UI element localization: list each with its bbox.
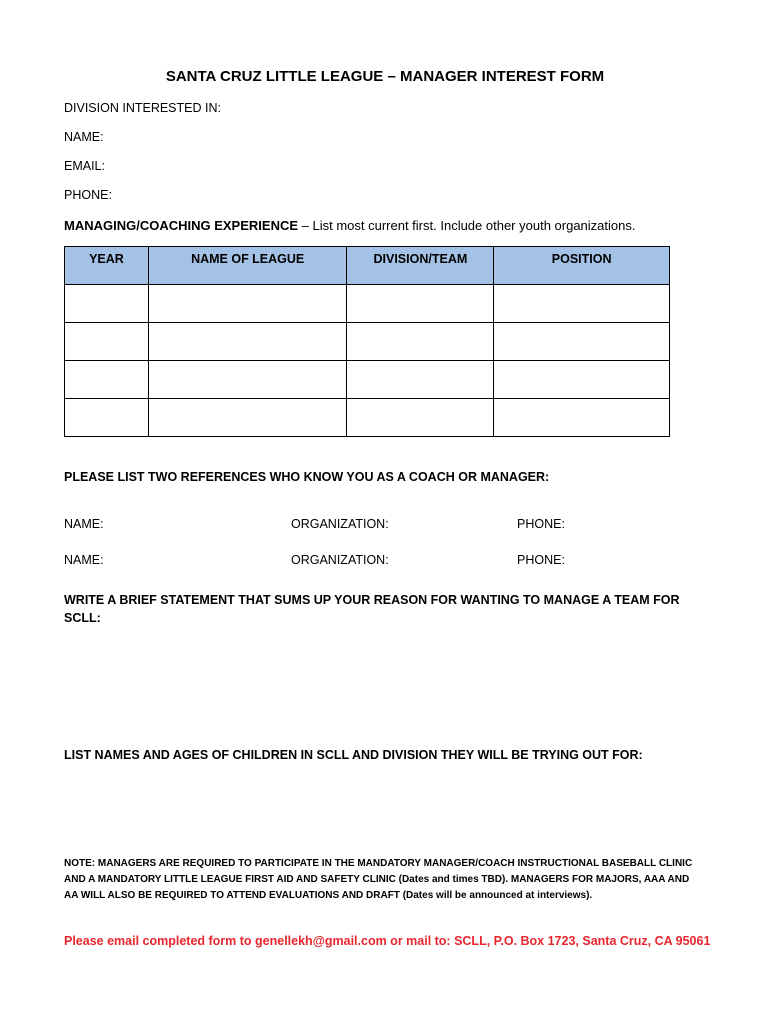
table-cell[interactable]: [347, 285, 494, 323]
table-cell[interactable]: [347, 323, 494, 361]
table-cell[interactable]: [148, 323, 347, 361]
table-row: [65, 323, 670, 361]
email-field-label[interactable]: EMAIL:: [64, 159, 105, 173]
experience-table: [64, 246, 670, 437]
mail-instruction: Please email completed form to genellekh@gmail.com or mail to: SCLL, P.O. Box 1723, Santa Cruz, CA 95061: [64, 934, 711, 948]
experience-heading: [64, 218, 635, 233]
managers-note: NOTE: MANAGERS ARE REQUIRED TO PARTICIPATE IN THE MANDATORY MANAGER/COACH INSTRUCTIONAL BASEBALL CLINIC AND A MANDATORY LITTLE LEAGUE FIRST AID AND SAFETY CLINIC (Dates and times TBD). MANAGERS FOR MAJORS, AAA AND AA WILL ALSO BE REQUIRED TO ATTEND EVALUATIONS AND DRAFT (Dates will be announced at interviews).: [64, 858, 693, 901]
reference-phone-label[interactable]: PHONE:: [517, 553, 565, 567]
reference-organization-label[interactable]: ORGANIZATION:: [291, 517, 389, 531]
table-cell[interactable]: [347, 361, 494, 399]
table-cell[interactable]: [65, 323, 149, 361]
table-row: [65, 361, 670, 399]
name-field-label[interactable]: NAME:: [64, 130, 104, 144]
col-division-header: DIVISION/TEAM: [347, 247, 494, 285]
table-cell[interactable]: [494, 285, 670, 323]
reference-organization-label[interactable]: ORGANIZATION:: [291, 553, 389, 567]
table-row: [65, 285, 670, 323]
table-cell[interactable]: [494, 361, 670, 399]
col-year-header: YEAR: [65, 247, 149, 285]
table-cell[interactable]: [494, 323, 670, 361]
table-cell[interactable]: [65, 361, 149, 399]
reference-name-label[interactable]: NAME:: [64, 553, 104, 567]
table-cell[interactable]: [148, 361, 347, 399]
col-league-header: NAME OF LEAGUE: [148, 247, 347, 285]
statement-heading: WRITE A BRIEF STATEMENT THAT SUMS UP YOUR REASON FOR WANTING TO MANAGE A TEAM FOR SCLL:: [64, 593, 680, 625]
table-cell[interactable]: [494, 399, 670, 437]
col-position-header: POSITION: [494, 247, 670, 285]
references-heading: PLEASE LIST TWO REFERENCES WHO KNOW YOU AS A COACH OR MANAGER:: [64, 470, 550, 484]
table-cell[interactable]: [65, 285, 149, 323]
children-heading: LIST NAMES AND AGES OF CHILDREN IN SCLL AND DIVISION THEY WILL BE TRYING OUT FOR:: [64, 748, 643, 762]
table-cell[interactable]: [148, 285, 347, 323]
reference-name-label[interactable]: NAME:: [64, 517, 104, 531]
experience-instruction: – List most current first. Include other youth organizations.: [298, 218, 636, 233]
form-title: SANTA CRUZ LITTLE LEAGUE – MANAGER INTEREST FORM: [165, 68, 605, 85]
division-field-label[interactable]: DIVISION INTERESTED IN:: [64, 101, 221, 115]
experience-title: MANAGING/COACHING EXPERIENCE: [64, 218, 299, 233]
table-cell[interactable]: [148, 399, 347, 437]
table-cell[interactable]: [347, 399, 494, 437]
experience-header-row: [65, 247, 670, 285]
phone-field-label[interactable]: PHONE:: [64, 188, 112, 202]
table-row: [65, 399, 670, 437]
table-cell[interactable]: [65, 399, 149, 437]
reference-phone-label[interactable]: PHONE:: [517, 517, 565, 531]
